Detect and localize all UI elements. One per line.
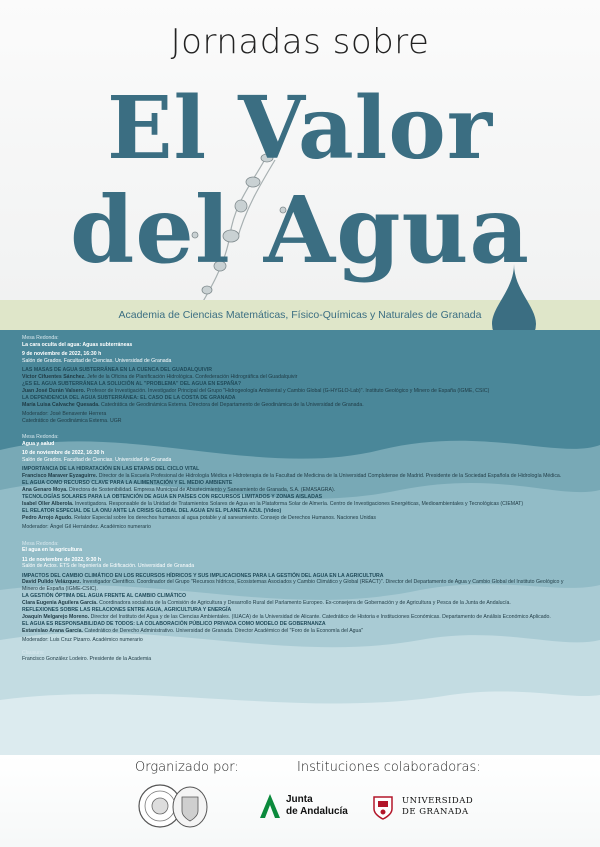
session-date: 9 de noviembre de 2022, 16:30 h bbox=[22, 351, 102, 357]
talk-title: IMPACTOS DEL CAMBIO CLIMÁTICO EN LOS RECURSOS HÍDRICOS Y SUS IMPLICACIONES PARA LA GESTIÓN DEL AGUA EN LA AGRICULTURA bbox=[22, 572, 384, 579]
talk-title: TECNOLOGÍAS SOLARES PARA LA OBTENCIÓN DE AGUA EN PAÍSES CON RECURSOS LIMITADOS Y ZONAS AISLADAS bbox=[22, 494, 323, 500]
ugr-line-1: UNIVERSIDAD bbox=[402, 796, 474, 806]
main-title-line-2: del Agua bbox=[69, 176, 531, 284]
talk-title: LAS MASAS DE AGUA SUBTERRÁNEA EN LA CUENCA DEL GUADALQUIVIR bbox=[22, 367, 213, 373]
moderator-role: Catedrático de Geodinámica Externa. UGR bbox=[22, 417, 122, 424]
talk-speaker: Víctor Cifuentes Sánchez. Jefe de la Oficina de Planificación Hidrológica. Confederación Hidrográfica del Guadalquivir bbox=[22, 373, 298, 380]
talk-title: LA GESTIÓN ÓPTIMA DEL AGUA FRENTE AL CAMBIO CLIMÁTICO bbox=[22, 593, 186, 599]
talk-title: REFLEXIONES SOBRE LAS RELACIONES ENTRE AGUA, AGRICULTURA Y ENERGÍA bbox=[22, 607, 232, 613]
closing-label: Clausura: bbox=[22, 649, 45, 656]
academy-crest-icon bbox=[170, 783, 210, 829]
session-name: El agua en la agricultura bbox=[22, 547, 82, 553]
talk-speaker: Estanislao Arana García. Catedrático de Derecho Administrativo. Universidad de Granada. Director Académico del "Foro de la Economía del Agua" bbox=[22, 627, 364, 634]
pre-title: Jornadas sobre bbox=[170, 22, 430, 62]
session-name: La cara oculta del agua: Aguas subterráneas bbox=[22, 341, 133, 348]
talk-speaker: Juan José Durán Valsero. Profesor de Investigación. Investigador Principal del Grupo "Hidrogeología Ambiental y Cambio Global (G-HYGLO-Lab)". Instituto Geológico y Minero de España (IGME, CSIC) bbox=[22, 387, 490, 394]
junta-andalucia-logo bbox=[258, 792, 358, 822]
junta-mark-icon bbox=[258, 792, 282, 820]
session-venue: Salón de Actos. ETS de Ingeniería de Edificación. Universidad de Granada bbox=[22, 563, 195, 569]
program-content bbox=[22, 333, 580, 663]
universidad-granada-logo bbox=[370, 793, 500, 823]
session-date: 10 de noviembre de 2022, 16:30 h bbox=[22, 450, 105, 456]
academy-subtitle: Academia de Ciencias Matemáticas, Físico-Químicas y Naturales de Granada bbox=[118, 309, 482, 321]
session-label: Mesa Redonda: bbox=[22, 335, 59, 341]
main-title-line-1: El Valor bbox=[106, 78, 494, 179]
moderator: Moderador: José Benavente Herrera bbox=[22, 411, 107, 417]
closing-text: Francisco González Lodeiro. Presidente de la Academia bbox=[22, 656, 152, 662]
talk-title: LA DEPENDENCIA DEL AGUA SUBTERRÁNEA: EL CASO DE LA COSTA DE GRANADA bbox=[22, 395, 236, 401]
talk-speaker: Clara Eugenia Aguilera García. Coordinadora socialista de la Comisión de Agricultura y Desarrollo Rural del Parlamento Europeo. Ex-consejera de Gobernación y de Agricultura y Pesca de la Junta de Andalucía. bbox=[22, 599, 511, 606]
session-label: Mesa Redonda: bbox=[22, 540, 59, 547]
ugr-line-2: DE GRANADA bbox=[402, 807, 469, 817]
session-date: 11 de noviembre de 2022, 9:30 h bbox=[22, 556, 102, 563]
session-label: Mesa Redonda: bbox=[22, 434, 59, 440]
institutions-label: Instituciones colaboradoras: bbox=[297, 760, 481, 775]
talk-speaker: Joaquín Melgarejo Moreno. Director del Instituto del Agua y de las Ciencias Ambientales. (IUACA) de la Universidad de Alicante. Catedrático de Historia e Instituciones Económicas. Departamento de Análisis Económico Aplicado. bbox=[22, 613, 551, 620]
talk-title: ¿ES EL AGUA SUBTERRÁNEA LA SOLUCIÓN AL "PROBLEMA" DEL AGUA EN ESPAÑA? bbox=[22, 381, 242, 387]
talk-title: EL RELATOR ESPECIAL DE LA ONU ANTE LA CRISIS GLOBAL DEL AGUA EN EL PLANETA AZUL (Vídeo) bbox=[22, 508, 282, 514]
organized-by-label: Organizado por: bbox=[135, 760, 239, 775]
ugr-crest-icon bbox=[370, 793, 396, 821]
junta-line-1: Junta bbox=[286, 794, 313, 805]
junta-line-2: de Andalucía bbox=[286, 806, 348, 817]
talk-speaker: María Luisa Calvache Quesada. Catedrática de Geodinámica Externa. Directora del Departamento de Geodinámica de la Universidad de Granada. bbox=[22, 401, 364, 408]
talk-speaker: Francisco Maraver Eyzaguirre. Director de la Escuela Profesional de Hidrología Médica e Hidroterapia de la Facultad de Medicina de la Universidad Complutense de Madrid. Presidente de la Sociedad Española de Hidrología Médica. bbox=[22, 472, 562, 479]
talk-title: EL AGUA ES RESPONSABILIDAD DE TODOS: LA COLABORACIÓN PÚBLICO PRIVADA COMO MODELO DE GOBERNANZA bbox=[22, 621, 326, 627]
session-name: Agua y salud bbox=[22, 440, 55, 447]
talk-title: EL AGUA COMO RECURSO CLAVE PARA LA ALIMENTACIÓN Y EL MEDIO AMBIENTE bbox=[22, 480, 233, 486]
talk-speaker: David Pulido Velázquez. Investigador Científico. Coordinador del Grupo "Recursos hídricos, Ecosistemas Asociados y Cambio Climático y Global (REACT)". Director del Departamento de Agua y Cambio Global del Instituto Geológico y Minero de España (IGME-CSIC). bbox=[22, 579, 564, 592]
talk-title: IMPORTANCIA DE LA HIDRATACIÓN EN LAS ETAPAS DEL CICLO VITAL bbox=[22, 466, 200, 472]
talk-speaker: Isabel Oller Alberola. Investigadora. Responsable de la Unidad de Tratamientos Solares de Agua en la Plataforma Solar de Almería. Centro de Investigaciones Energéticas, Medioambientales y Tecnológicas (CIEMAT) bbox=[22, 500, 524, 507]
talk-speaker: Ana Genaro Moya. Directora de Sostenibilidad. Empresa Municipal de Abastecimiento y Saneamiento de Granada, S.A. (EMASAGRA). bbox=[22, 486, 336, 493]
talk-speaker: Pedro Arrojo Agudo. Relator Especial sobre los derechos humanos al agua potable y al saneamiento. Consejo de Derechos Humanos. Naciones Unidas bbox=[22, 514, 376, 521]
moderator: Moderador: Ángel Gil Hernández. Académico numerario bbox=[22, 524, 151, 530]
session-venue: Salón de Grados. Facultad de Ciencias. Universidad de Granada bbox=[22, 456, 172, 463]
session-venue: Salón de Grados. Facultad de Ciencias. Universidad de Granada bbox=[22, 357, 172, 364]
moderator: Moderador: Luis Cruz Pizarro. Académico numerario bbox=[22, 637, 143, 643]
